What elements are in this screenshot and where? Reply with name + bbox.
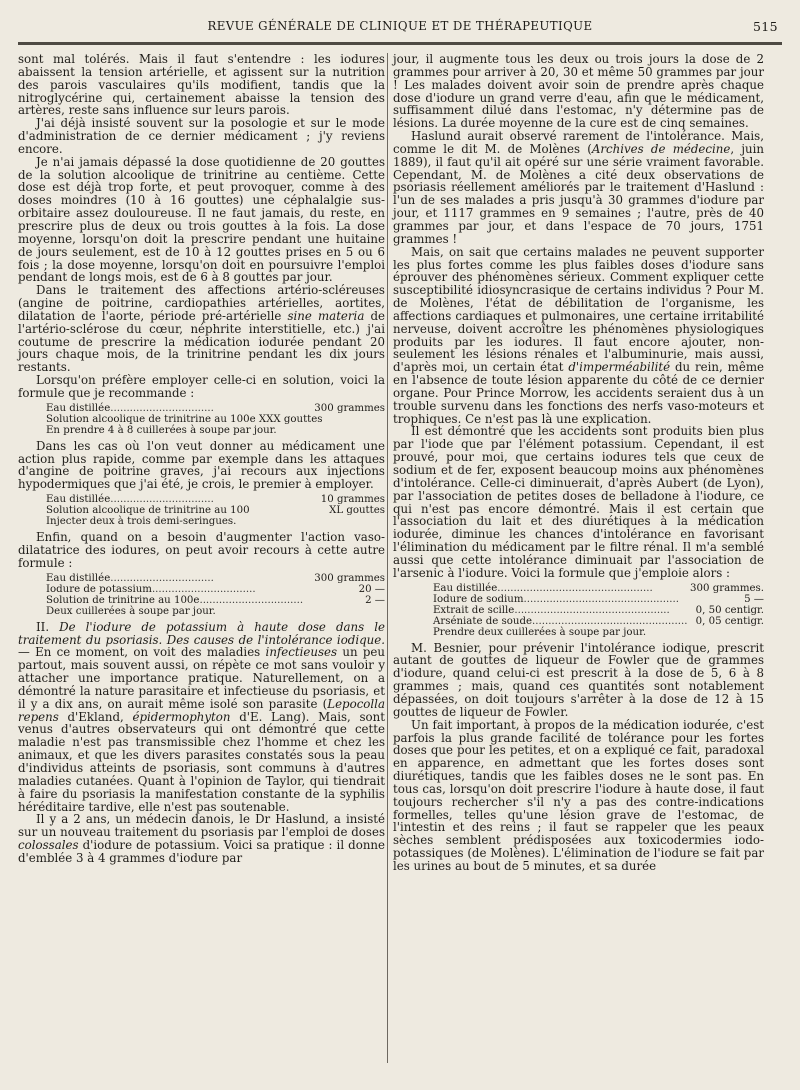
paragraph: Un fait important, à propos de la médication iodurée, c'est parfois la plus grande facilité de tolérance pour les fortes doses que pour les petites, et on a expliqué ce fait, paradoxal en apparence, en admettant que les fortes doses sont diurétiques, tandis que les faibles doses ne le sont pas. En tous cas, lorsqu'on doit prescrire l'iodure à haute dose, il faut toujours rechercher s'il n'y a pas des contre-indications formelles, telles qu'une lésion grave de l'estomac, de l'intestin et des reins ; il faut se rappeler que les peaux sèches semblent prédisposées aux toxicodermies iodo-potassiques (de Molènes). L'élimination de l'iodure se fait par les urines au bout de 5 minutes, et sa durée [393, 717, 764, 873]
quantity: 0, 50 centigr. [695, 604, 764, 616]
paragraph [393, 246, 764, 426]
quantity: 5 — [744, 593, 764, 605]
quantity: 20 — [358, 583, 385, 595]
formula-line [46, 595, 385, 606]
ingredient: Eau distillée [46, 572, 111, 584]
section-heading-paragraph [18, 621, 385, 814]
left-column [18, 53, 385, 865]
paragraph [393, 130, 764, 246]
italic-run: colossales [18, 838, 79, 853]
paragraph: Enfin, quand on a besoin d'augmenter l'action vaso-dilatatrice des iodures, on peut avoir recours à cette autre formule : [18, 530, 385, 570]
formula-line [46, 403, 385, 414]
text-run: un peu partout, mais souvent aussi, on répète ce mot sans vouloir y attacher une importance pratique. Naturellement, on a démontré la nature parasitaire et infectieuse du psoriasis, et il y a dix ans, on aurait même isolé son parasite ( [18, 645, 386, 711]
text-run: Dans le traitement des affections artério-scléreuses (angine de poitrine, cardiopathies artérielles, aortites, dilatation de l'aorte, période pré-artérielle [18, 283, 385, 323]
text-run: — En ce moment, on voit des maladies [18, 645, 266, 660]
italic-run: épidermophyton [132, 709, 231, 724]
prescription-formula [18, 573, 385, 617]
quantity: XL gouttes [329, 505, 385, 517]
journal-title: REVUE GÉNÉRALE DE CLINIQUE ET DE THÉRAPEUTIQUE [207, 19, 593, 33]
quantity: 2 — [365, 594, 385, 606]
paragraph: Lorsqu'on préfère employer celle-ci en solution, voici la formule que je recommande : [18, 373, 385, 400]
text-run: d'Ekland, [58, 709, 133, 724]
text-run: Il y a 2 ans, un médecin danois, le Dr Haslund, a insisté sur un nouveau traitement du psoriasis par l'emploi de doses [18, 812, 385, 840]
text-run: Haslund aurait observé rarement de l'intolérance. Mais, comme le dit M. de Molènes ( [393, 129, 764, 156]
formula-instruction: Deux cuillerées à soupe par jour. [46, 605, 216, 617]
formula-instruction: En prendre 4 à 8 cuillerées à soupe par jour. [46, 424, 277, 436]
prescription-formula [18, 403, 385, 436]
formula-line [46, 584, 385, 595]
leader-dots: ................................ [110, 572, 214, 584]
formula-line [46, 505, 385, 516]
ingredient: Eau distillée [433, 582, 498, 594]
italic-run: sine materia [287, 308, 365, 323]
paragraph: sont mal tolérés. Mais il faut s'entendre : les iodures abaissent la tension artérielle, et agissent sur la nutrition des parois vasculaires qu'ils modifient, tandis que la nitroglycérine qui, certainement abaisse la tension des artères, reste sans influence sur leurs parois. [18, 52, 385, 118]
text-run: d'E. Lang). Mais, sont venus d'autres observateurs qui ont démontré que cette maladie n'est pas transmissible chez l'homme et chez les animaux, et que les divers parasites constatés sous la peau d'individus atteints de psoriasis, sont communs à d'autres maladies cutanées. Quant à l'opinion de Taylor, qui tiendrait à faire du psoriasis la manifestation constante de la syphilis héréditaire tardive, elle n'est pas soutenable. [18, 709, 385, 814]
text-run: d'iodure de potassium. Voici sa pratique : il donne d'emblée 3 à 4 grammes d'iodure par [18, 838, 385, 865]
ingredient: Iodure de sodium [433, 593, 524, 605]
italic-run: Archives de médecine [591, 141, 731, 156]
text-run: de l'artério-sclérose du cœur, néphrite interstitielle, etc.) j'ai coutume de prescrire la médication iodurée pendant 20 jours chaque mois, de la trinitrine pendant les dix jours restants. [18, 308, 386, 375]
ingredient: Eau distillée [46, 494, 111, 506]
section-title: De l'iodure de potassium à haute dose dans le traitement du psoriasis. Des causes de l'intolérance iodique. [18, 619, 386, 647]
ingredient: Solution alcoolique de trinitrine au 100 [46, 505, 250, 517]
quantity: 300 grammes [314, 572, 385, 584]
formula-line [433, 605, 764, 616]
section-number: II. [36, 619, 60, 634]
leader-dots: ................................................ [532, 615, 688, 627]
ingredient: Eau distillée [46, 402, 111, 414]
paragraph: J'ai déjà insisté souvent sur la posologie et sur le mode d'administration de ce dernier médicament ; j'y reviens encore. [18, 116, 385, 156]
header-rule [18, 42, 782, 45]
leader-dots: ................................................ [514, 604, 670, 616]
leader-dots [250, 505, 329, 516]
ingredient: Iodure de potassium [46, 583, 152, 595]
text-run: Mais, on sait que certains malades ne peuvent supporter les plus fortes comme les plus faibles doses d'iodure sans éprouver des phénomènes sérieux. Comment expliquer cette susceptibilité idiosyncrasique de certains individus ? Pour M. de Molènes, l'état de débilitation de l'organisme, les affections cardiaques et pulmonaires, une certaine irritabilité nerveuse, doivent accroître les phénomènes physiologiques produits par les iodures. Il faut encore ajouter, non-seulement les lésions rénales et l'albuminurie, mais aussi, d'après moi, un certain état [393, 244, 764, 375]
paragraph [18, 284, 385, 374]
paragraph: Dans les cas où l'on veut donner au médicament une action plus rapide, comme par exemple dans les attaques d'angine de poitrine graves, j'ai recours aux injections hypodermiques que j'ai été, je crois, le premier à employer. [18, 438, 385, 492]
leader-dots: ................................ [110, 494, 214, 506]
leader-dots: ................................ [110, 402, 214, 414]
leader-dots: ................................ [151, 583, 256, 595]
text-run: , juin 1889), il faut qu'il ait opéré sur une série vraiment favorable. Cependant, M. de Molènes a cité deux observations de psoriasis réellement améliorés par le traitement d'Haslund : l'un de ses malades a pris jusqu'à 30 grammes d'iodure par jour, et 1117 grammes en 9 semaines ; l'autre, près de 40 grammes par jour, et dans l'espace de 70 jours, 1751 grammes ! [393, 141, 764, 246]
formula-line [46, 414, 385, 425]
italic-run: infectieuses [265, 645, 338, 660]
quantity: 300 grammes [314, 402, 385, 414]
paragraph: Je n'ai jamais dépassé la dose quotidienne de 20 gouttes de la solution alcoolique de trinitrine au centième. Cette dose est déjà trop forte, et peut provoquer, comme à des doses moindres (10 à 16 gouttes) une céphalalgie sus-orbitaire assez douloureuse. Il ne faut jamais, du reste, en prescrire plus de deux ou trois gouttes à la fois. La dose moyenne, lorsqu'on doit la prescrire pendant une huitaine de jours seulement, est de 10 à 12 gouttes prises en 5 ou 6 fois ; la dose moyenne, lorsqu'on doit en poursuivre l'emploi pendant de longs mois, est de 6 à 8 gouttes par jour. [18, 154, 385, 285]
formula-line [433, 616, 764, 627]
leader-dots: ................................ [199, 594, 304, 606]
paragraph: jour, il augmente tous les deux ou trois jours la dose de 2 grammes pour arriver à 20, 30 et même 50 grammes par jour ! Les malades doivent avoir soin de prendre après chaque dose d'iodure un grand verre d'eau, afin que le médicament, suffisamment dilué dans l'estomac, n'y détermine pas de lésions. La durée moyenne de la cure est de cinq semaines. [393, 52, 764, 131]
formula-line [433, 583, 764, 594]
prescription-formula [18, 494, 385, 527]
ingredient: Solution de trinitrine au 100e [46, 594, 200, 606]
formula-line [46, 573, 385, 584]
column-divider [387, 53, 388, 1063]
leader-dots: ................................................ [523, 593, 679, 605]
text-run: du rein, même en l'absence de toute lésion apparente du côté de ce dernier organe. Pour Prince Morrow, les accidents seraient dus à un trouble survenu dans les fonctions des nerfs vaso-moteurs et trophiques. Ce n'est pas là une explication. [393, 360, 764, 426]
page-number: 515 [752, 19, 778, 34]
prescription-formula [393, 583, 764, 638]
quantity: 0, 05 centigr. [695, 615, 764, 627]
paragraph [18, 813, 385, 864]
formula-line [433, 594, 764, 605]
right-column [393, 53, 764, 873]
formula-line [46, 494, 385, 505]
text-columns [18, 53, 782, 1073]
running-header [18, 14, 782, 36]
quantity: 300 grammes. [690, 582, 764, 594]
paragraph: M. Besnier, pour prévenir l'intolérance iodique, prescrit autant de gouttes de liqueur de Fowler que de grammes d'iodure, quand celui-ci est prescrit à la dose de 5, 6 à 8 grammes ; mais, quand ces quantités sont notablement dépassées, on doit toujours s'arrêter à la dose de 12 à 15 gouttes de liqueur de Fowler. [393, 640, 764, 719]
formula-instruction: Prendre deux cuillerées à soupe par jour. [433, 626, 647, 638]
paragraph: Il est démontré que les accidents sont produits bien plus par l'iode que par l'élément potassium. Cependant, il est prouvé, pour moi, que certains iodures tels que ceux de sodium et de fer, exposent beaucoup moins aux phénomènes d'intolérance. Celle-ci diminuerait, d'après Aubert (de Lyon), par l'association de petites doses de belladone à l'iodure, ce qui n'est pas encore démontré. Mais il est certain que l'association du lait et des diurétiques à la médication iodurée, diminue les chances d'intolérance en favorisant l'élimination du médicament par le filtre rénal. Il m'a semblé aussi que cette intolérance diminuait par l'association de l'arsenic à l'iodure. Voici la formule que j'emploie alors : [393, 424, 764, 580]
italic-run: d'imperméabilité [568, 360, 671, 375]
italic-run: Lepocolla repens [18, 696, 385, 724]
ingredient: Solution alcoolique de trinitrine au 100e XXX gouttes [46, 413, 323, 425]
ingredient: Extrait de scille [433, 604, 515, 616]
leader-dots: ................................................ [497, 582, 653, 594]
quantity: 10 grammes [320, 494, 385, 506]
formula-instruction: Injecter deux à trois demi-seringues. [46, 516, 237, 528]
ingredient: Arséniate de soude [433, 615, 532, 627]
